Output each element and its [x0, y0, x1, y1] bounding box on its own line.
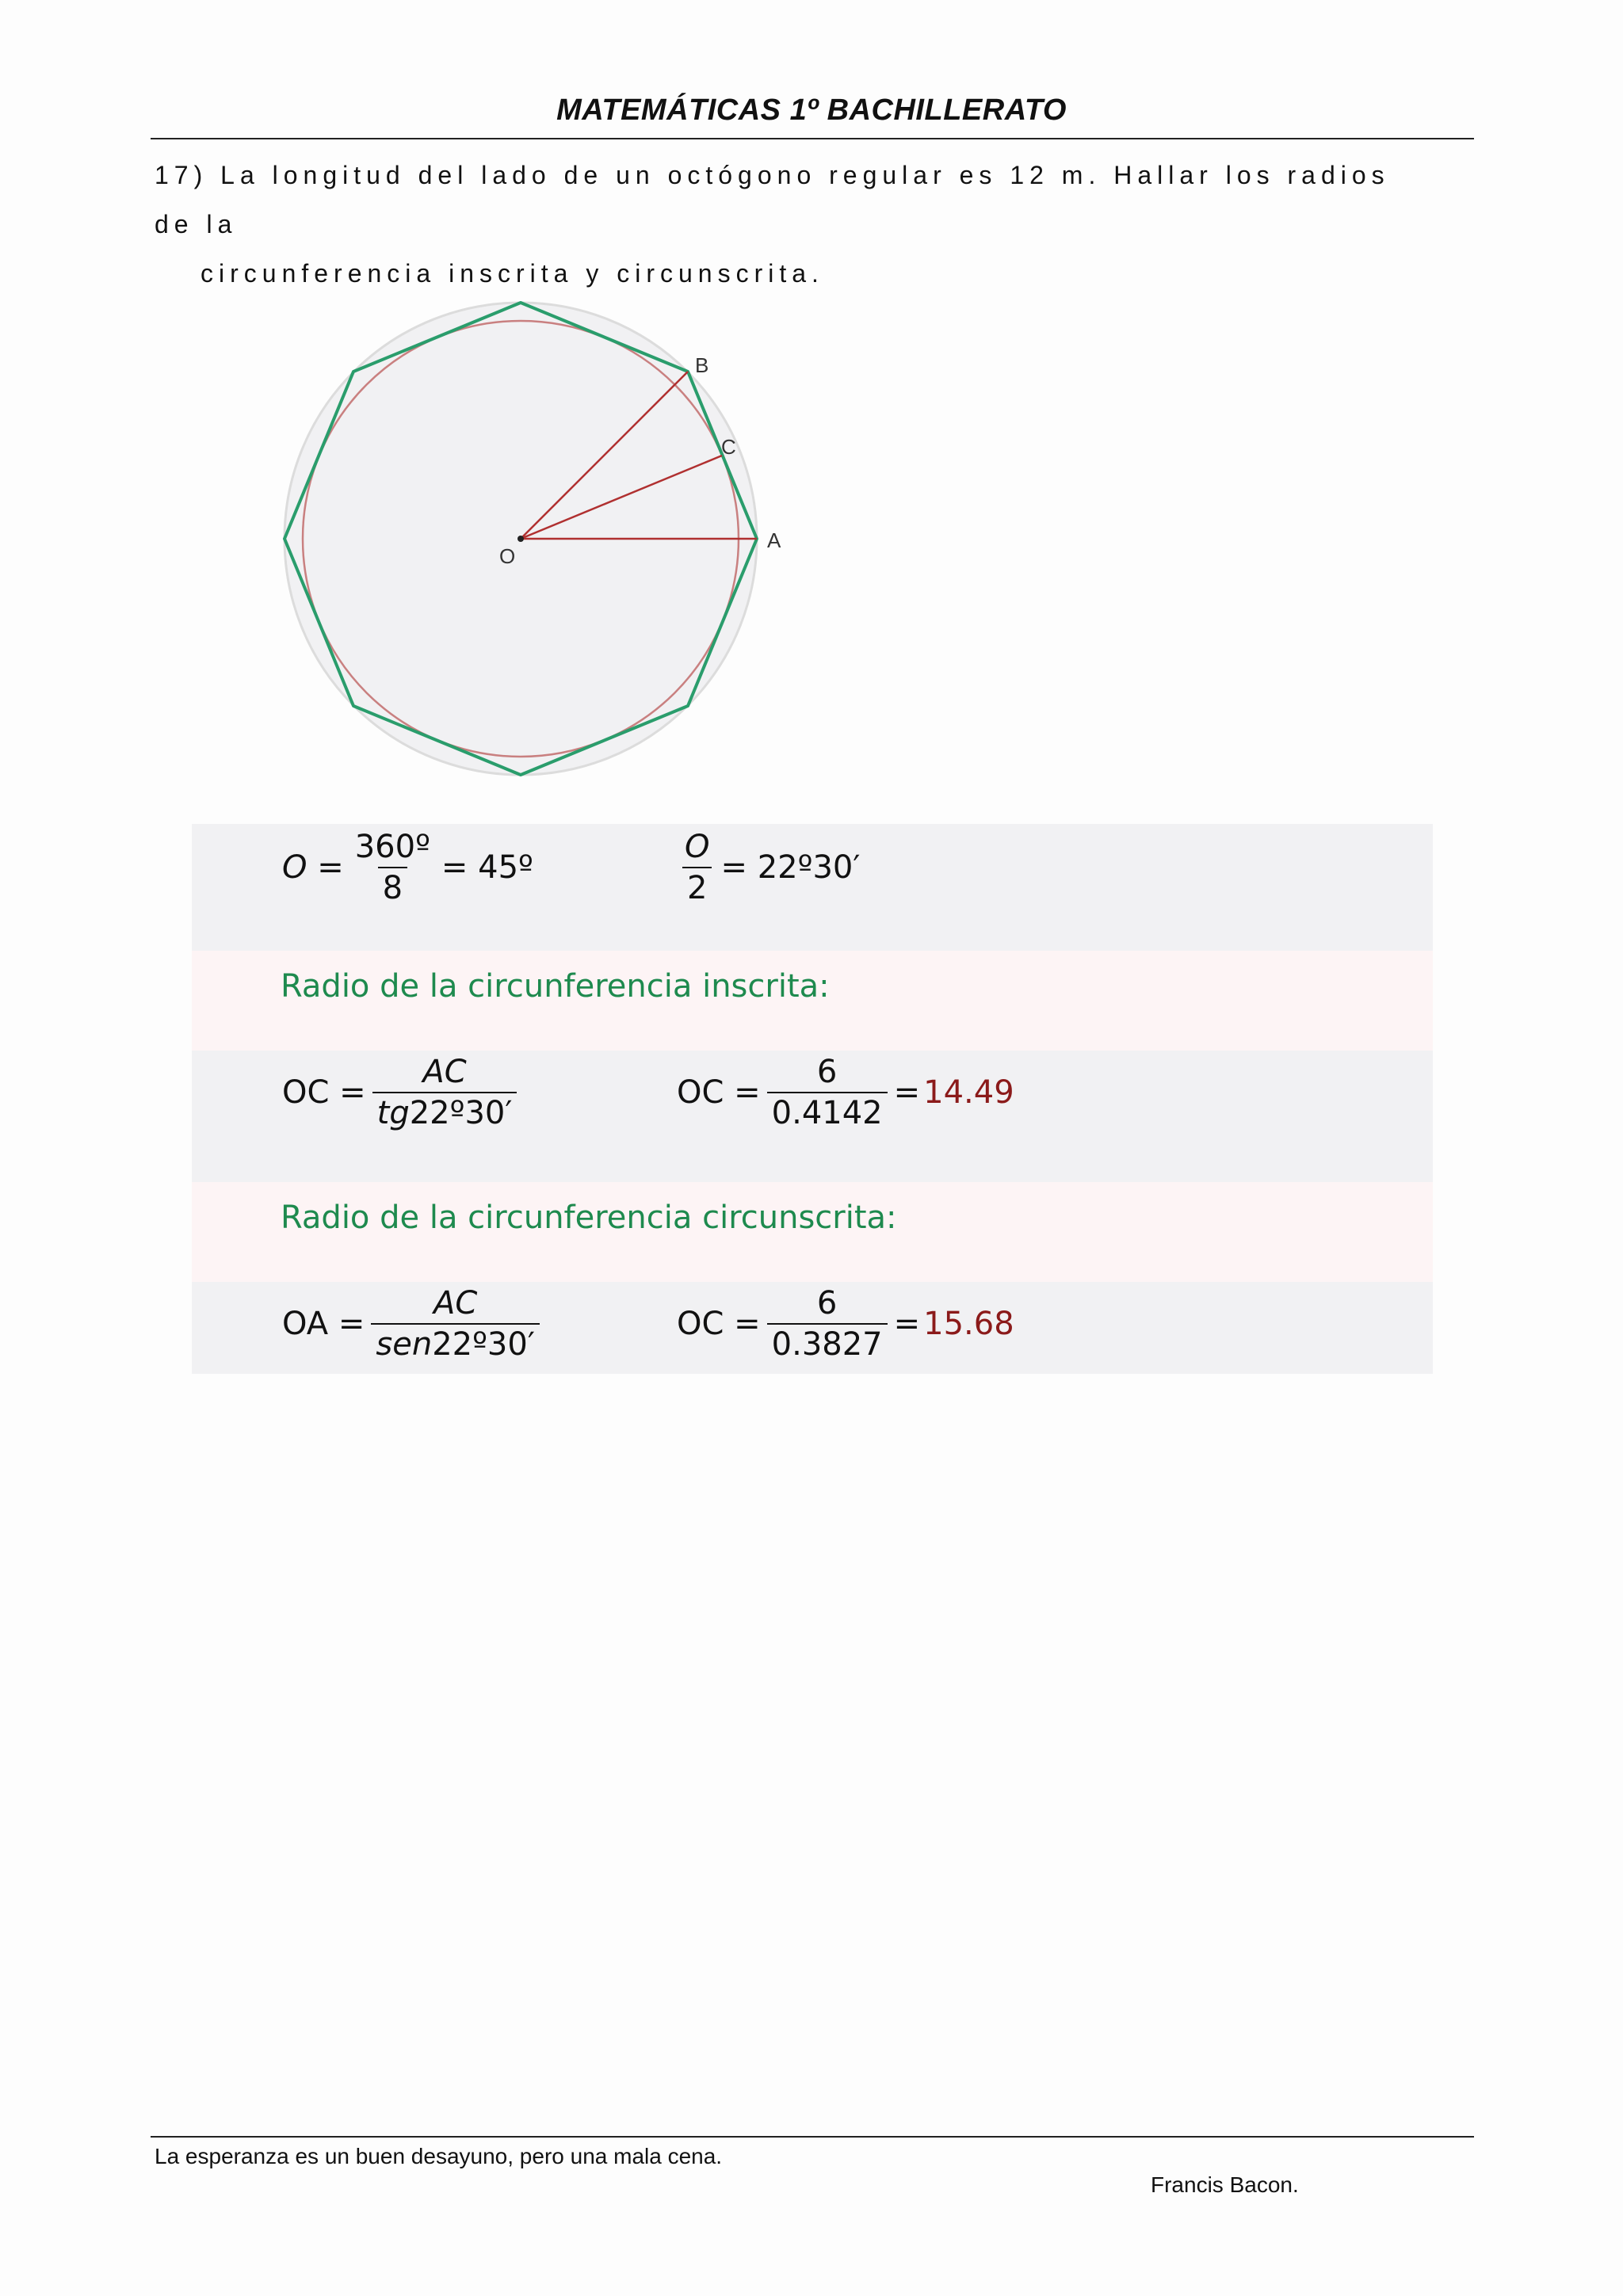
label-o: O	[499, 544, 516, 568]
f3-lhs: OC =	[282, 1074, 366, 1111]
label-c: C	[721, 435, 736, 459]
f1-rhs: = 45º	[441, 849, 533, 886]
f6-num: 6	[816, 1285, 838, 1322]
f1-lhs: O =	[282, 849, 344, 886]
problem-line-2: circunferencia inscrita y circunscrita.	[200, 259, 824, 288]
f6-lhs: OC =	[677, 1306, 761, 1342]
f4-lhs: OC =	[677, 1074, 761, 1111]
f2-rhs: = 22º30′	[720, 849, 861, 886]
inscribed-radius-result: 14.49	[923, 1074, 1014, 1111]
inscribed-heading: Radio de la circunferencia inscrita:	[281, 968, 830, 1005]
page-title: MATEMÁTICAS 1º BACHILLERATO	[556, 93, 1067, 127]
footer-author: Francis Bacon.	[1151, 2172, 1299, 2197]
header-rule	[151, 138, 1474, 139]
f5-den-fn: sen	[376, 1326, 433, 1363]
footer-quote: La esperanza es un buen desayuno, pero una mala cena.	[155, 2144, 723, 2168]
f4-eq: =	[893, 1074, 921, 1111]
footer-rule	[151, 2136, 1474, 2138]
circumscribed-heading: Radio de la circunferencia circunscrita:	[281, 1199, 897, 1236]
formula-oa-sine	[282, 1285, 546, 1363]
f5-num: AC	[433, 1285, 478, 1322]
f3-den-fn: tg	[376, 1095, 410, 1131]
f1-den: 8	[378, 867, 407, 906]
f6-den: 0.3827	[767, 1323, 888, 1363]
formula-half-angle	[674, 829, 860, 906]
formula-oa-value	[677, 1285, 1014, 1363]
problem-line-1: 17) La longitud del lado de un octógono regular es 12 m. Hallar los radios de la	[155, 161, 1390, 238]
circumscribed-radius-result: 15.68	[923, 1306, 1014, 1342]
f6-eq: =	[893, 1306, 921, 1342]
f5-lhs: OA =	[282, 1306, 365, 1342]
f3-num: AC	[422, 1054, 467, 1090]
center-point	[517, 536, 524, 542]
formula-oc-tangent	[282, 1054, 523, 1131]
f2-den: 2	[682, 867, 712, 906]
label-b: B	[695, 353, 709, 377]
octagon-diagram	[269, 293, 824, 784]
f4-den: 0.4142	[767, 1092, 888, 1131]
f5-den: 22º30′	[432, 1326, 535, 1363]
f2-num: O	[685, 829, 710, 865]
f4-num: 6	[816, 1054, 838, 1090]
formula-oc-value	[677, 1054, 1014, 1131]
formula-central-angle	[282, 829, 533, 906]
f1-num: 360º	[354, 829, 430, 865]
problem-statement	[155, 151, 1438, 298]
f3-den: 22º30′	[409, 1095, 513, 1131]
label-a: A	[767, 528, 781, 552]
